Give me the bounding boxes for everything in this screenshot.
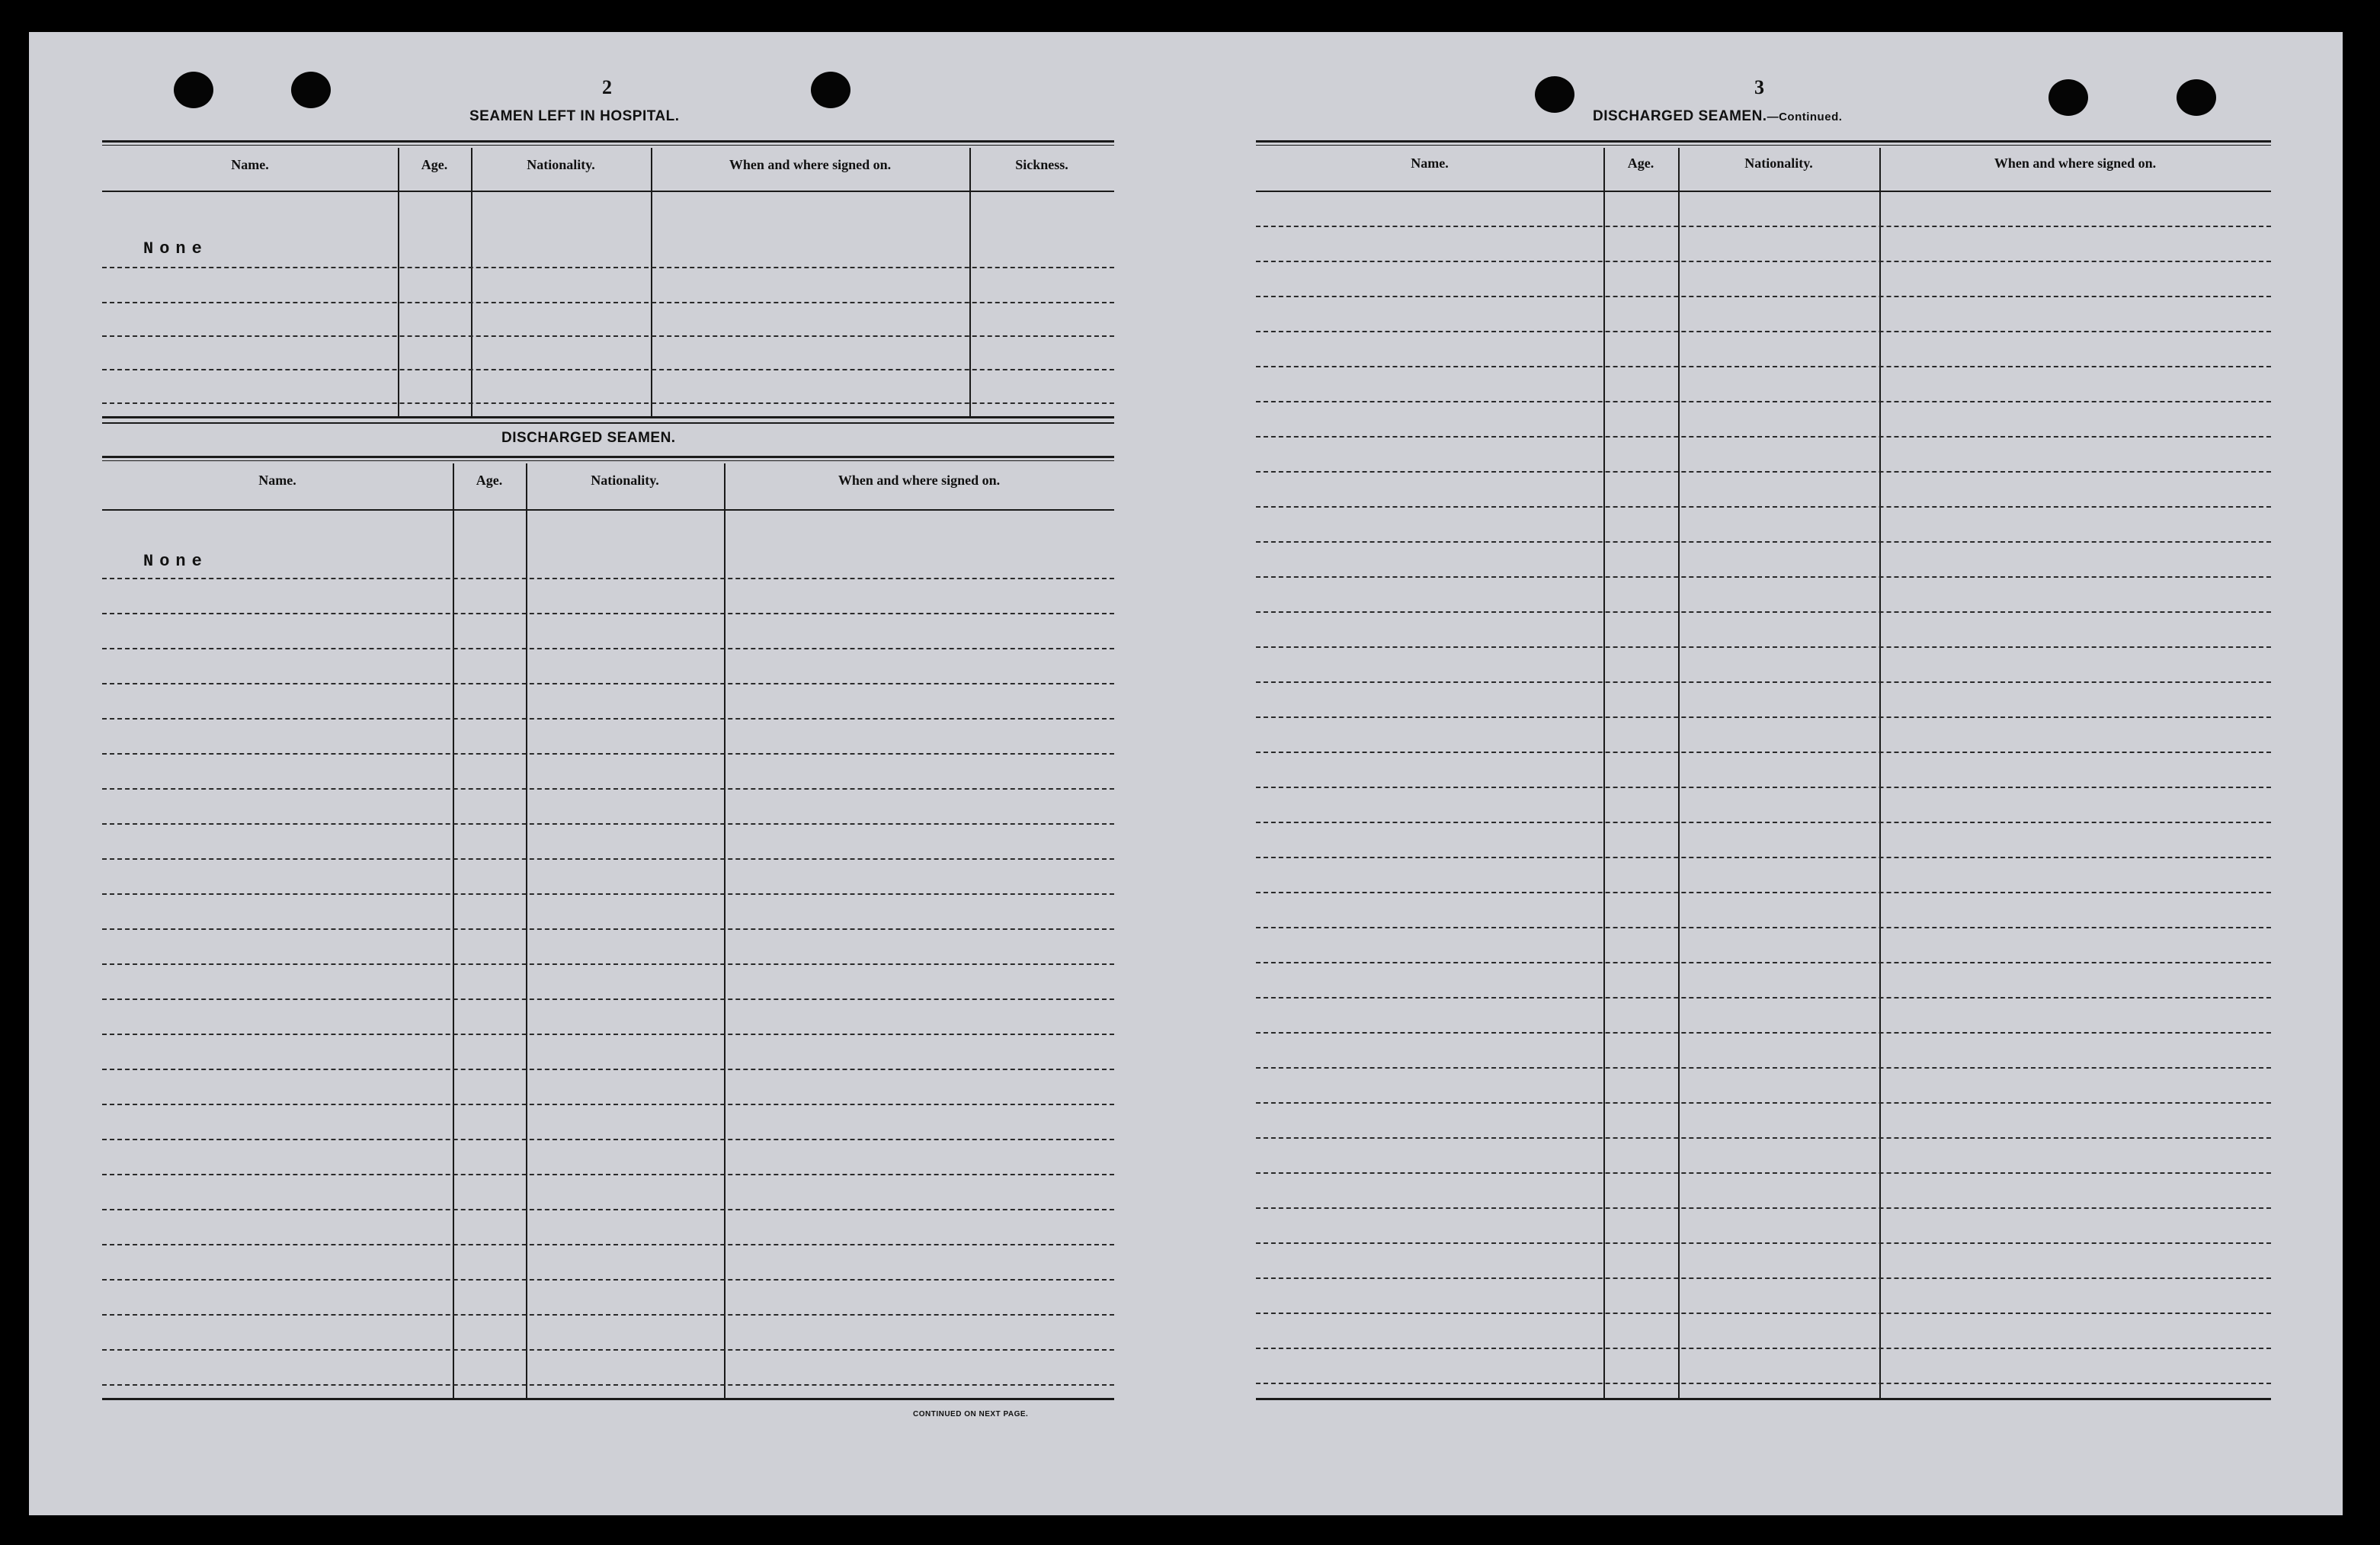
table-row (1256, 681, 2271, 683)
table-row (102, 335, 1114, 337)
document-paper (29, 32, 2343, 1515)
table-row (1256, 716, 2271, 718)
table-row (1256, 471, 2271, 473)
title-continued: —Continued. (1767, 111, 1843, 123)
hospital-table (102, 140, 1114, 453)
table-row (1256, 857, 2271, 858)
table-row (1256, 1172, 2271, 1174)
col-header-age: Age. (1627, 155, 1654, 171)
col-header-name: Name. (231, 157, 269, 172)
table-row (1256, 611, 2271, 613)
table-row (102, 893, 1114, 895)
table-row (1256, 401, 2271, 402)
discharged-section-title: DISCHARGED SEAMEN. (501, 430, 676, 446)
table-row (102, 683, 1114, 684)
left-page (29, 32, 1126, 1515)
table-row (102, 1034, 1114, 1035)
table-row (102, 1279, 1114, 1281)
table-row (1256, 261, 2271, 262)
table-row (102, 267, 1114, 268)
table-row (102, 858, 1114, 860)
table-row (102, 998, 1114, 1000)
table-row (102, 963, 1114, 965)
table-row (1256, 1313, 2271, 1314)
table-row (1256, 997, 2271, 998)
table-row (1256, 752, 2271, 753)
col-header-nationality: Nationality. (527, 157, 595, 172)
col-header-sickness: Sickness. (1015, 157, 1068, 172)
table-row (102, 402, 1114, 404)
discharged-continued-title (1593, 108, 1842, 125)
table-row (102, 1244, 1114, 1245)
table-row (1256, 1137, 2271, 1139)
table-row (1256, 1067, 2271, 1069)
hospital-section-title: SEAMEN LEFT IN HOSPITAL. (469, 108, 680, 124)
table-row (1256, 506, 2271, 508)
table-row (1256, 541, 2271, 543)
table-row (102, 718, 1114, 720)
table-row (102, 1104, 1114, 1105)
table-row (102, 578, 1114, 579)
table-row (1256, 927, 2271, 928)
col-header-nationality: Nationality. (591, 473, 659, 488)
table-row (1256, 226, 2271, 227)
title-main: DISCHARGED SEAMEN. (1593, 108, 1767, 124)
table-row (1256, 296, 2271, 297)
col-header-name: Name. (258, 473, 296, 488)
col-header-name: Name. (1411, 155, 1449, 171)
col-header-signed-on: When and where signed on. (729, 157, 892, 172)
table-row (102, 1069, 1114, 1070)
table-row (102, 1139, 1114, 1140)
table-row (102, 302, 1114, 303)
discharged-table (102, 456, 1114, 1441)
table-row (102, 928, 1114, 930)
table-row (1256, 1383, 2271, 1384)
table-row (102, 1209, 1114, 1210)
table-row (1256, 1207, 2271, 1209)
table-row (102, 369, 1114, 370)
table-row (102, 613, 1114, 614)
col-header-signed-on: When and where signed on. (1994, 155, 2157, 171)
table-row (102, 1174, 1114, 1175)
table-entry: None (143, 552, 208, 571)
continued-note: CONTINUED ON NEXT PAGE. (913, 1410, 1029, 1418)
col-header-age: Age. (476, 473, 503, 488)
table-row (1256, 892, 2271, 893)
table-row (102, 753, 1114, 755)
table-row (102, 1314, 1114, 1316)
table-row (1256, 576, 2271, 578)
table-row (1256, 1348, 2271, 1349)
table-row (1256, 1277, 2271, 1279)
table-row (1256, 1032, 2271, 1034)
table-row (1256, 1242, 2271, 1244)
table-row (1256, 822, 2271, 823)
col-header-nationality: Nationality. (1744, 155, 1813, 171)
table-row (102, 1384, 1114, 1386)
col-header-signed-on: When and where signed on. (838, 473, 1001, 488)
table-row (1256, 962, 2271, 963)
table-row (102, 788, 1114, 790)
table-row (102, 823, 1114, 825)
col-header-age: Age. (421, 157, 448, 172)
table-entry: None (143, 239, 208, 258)
table-row (1256, 366, 2271, 367)
page-number: 2 (602, 76, 612, 98)
table-row (102, 648, 1114, 649)
table-row (1256, 331, 2271, 332)
table-row (102, 1349, 1114, 1351)
table-row (1256, 1102, 2271, 1104)
discharged-continued-table (1256, 140, 2271, 1444)
right-page (1172, 32, 2343, 1515)
table-row (1256, 646, 2271, 648)
page-number: 3 (1754, 76, 1764, 98)
table-row (1256, 436, 2271, 438)
table-row (1256, 787, 2271, 788)
